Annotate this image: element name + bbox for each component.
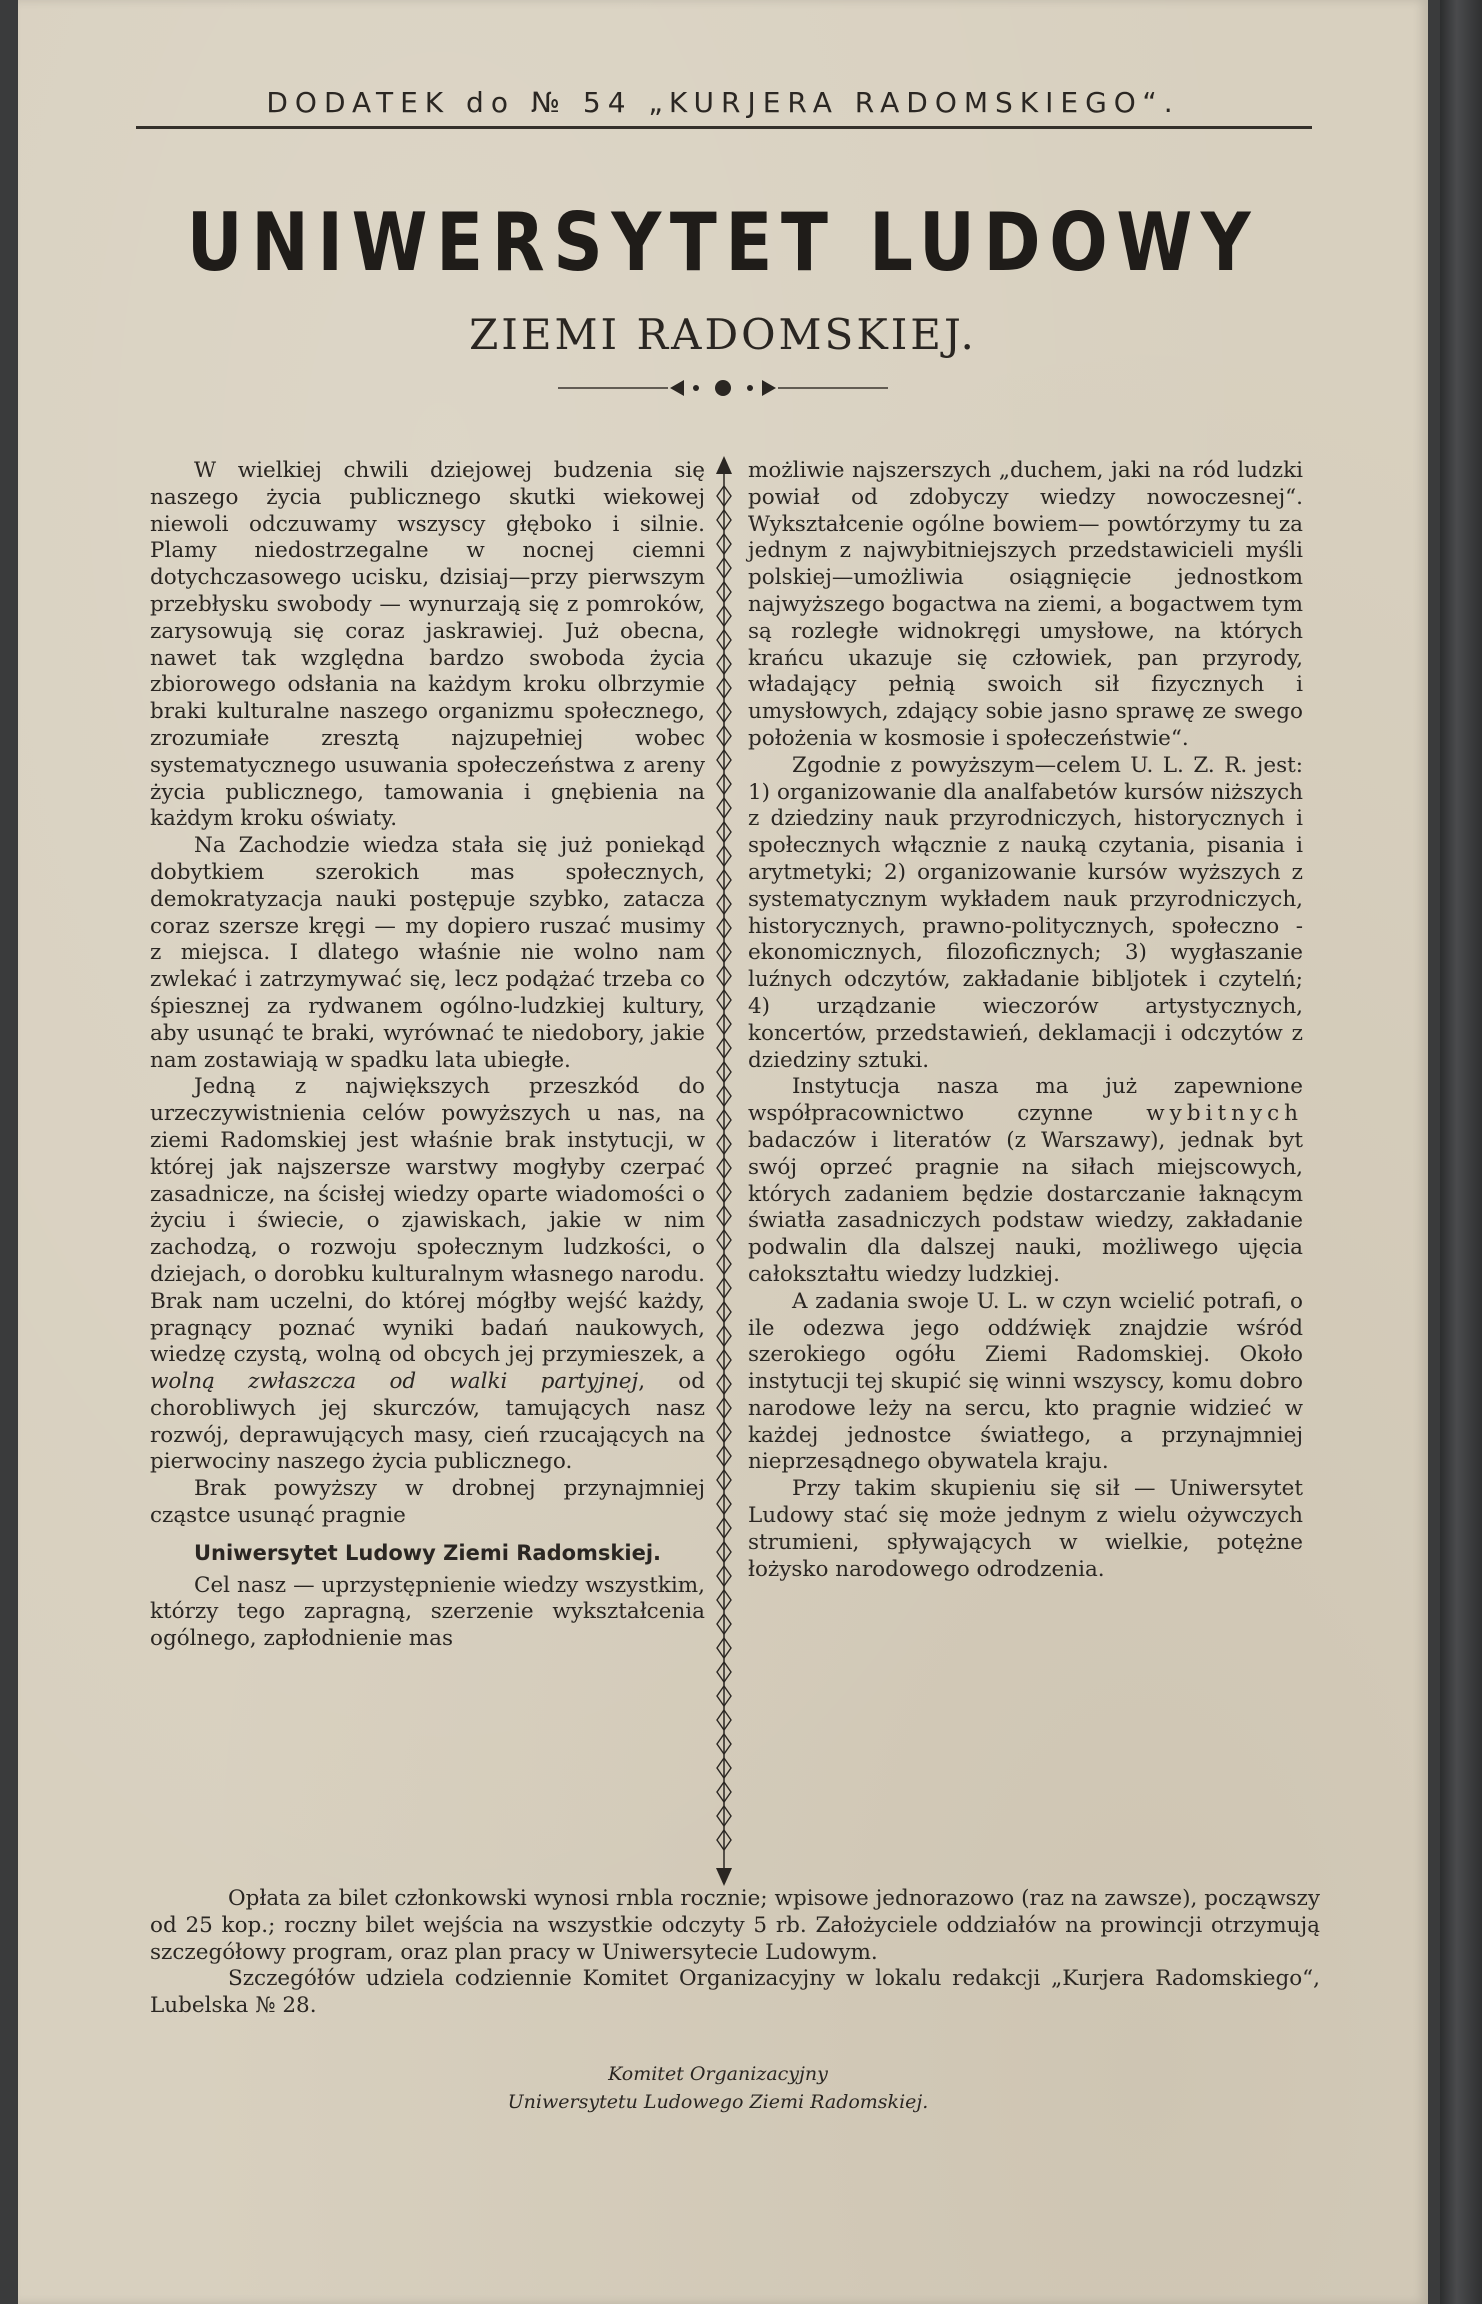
footer-notes xyxy=(150,1886,1320,2020)
ornament-divider-icon xyxy=(558,370,888,406)
footer-paragraph-1: Opłata za bilet członkowski wynosi rnbla rocznie; wpisowe jednorazowo (raz na zawsze), począwszy od 25 kop.; roczny bilet wejścia na wszystkie odczyty 5 rb. Założyciele oddziałów na prowincji otrzymują szczegółowy program, oraz plan pracy w Uniwersytecie Ludowym. xyxy=(150,1886,1320,1965)
page-title: UNIWERSYTET LUDOWY xyxy=(186,196,1260,289)
left-paragraph-5: Cel nasz — uprzystępnienie wiedzy wszystkim, którzy tego zapragną, szerzenie wykształcenia ogólnego, zapłodnienie mas xyxy=(150,1572,705,1652)
right-paragraph-3 xyxy=(748,1074,1303,1288)
header-rule xyxy=(136,126,1312,129)
left-paragraph-1: W wielkiej chwili dziejowej budzenia się naszego życia publicznego skutki wiekowej niewoli odczuwamy wszyscy głęboko i silnie. Plamy niedostrzegalne w nocnej ciemni dotychczasowego ucisku, dzisiaj—przy pierwszym przebłysku swobody — wynurzają się z pomroków, zarysowują się coraz jaskrawiej. Już obecna, nawet tak względna bardzo swoboda życia zbiorowego odsłania na każdym kroku olbrzymie braki kulturalne naszego organizmu społecznego, zrozumiałe zresztą najzupełniej wobec systematycznego usuwania społeczeństwa z areny życia publicznego, tamowania i gnębienia na każdym kroku oświaty. xyxy=(150,458,705,832)
left-paragraph-4: Brak powyższy w drobnej przynajmniej cząstce usunąć pragnie xyxy=(150,1476,705,1529)
left-paragraph-3-start: Jedną z największych przeszkód do urzeczywistnienia celów powyższych u nas, na ziemi Radomskiej jest właśnie brak instytucji, w której jak najszersze warstwy mogłyby czerpać zasadnicze, na ścisłej wiedzy oparte wiadomości o życiu i świecie, o zjawiskach, jakie w nim zachodzą, o rozwoju społecznym ludzkości, o dziejach, o dorobku kulturalnym własnego narodu. Brak nam uczelni, do której mógłby wejść każdy, pragnący poznać wyniki badań naukowych, wiedzę czystą, wolną od obcych jej przymieszek, a xyxy=(150,1074,705,1368)
right-paragraph-3-end: badaczów i literatów (z Warszawy), jednak byt swój oprzeć pragnie na siłach miejscowych, których zadaniem będzie dostarczanie łaknącym światła zasadniczych podstaw wiedzy, zakładanie podwalin dla dalszej nauki, możliwego ujęcia całokształtu wiedzy ludzkiej. xyxy=(748,1127,1303,1287)
signature-block xyxy=(418,2060,1018,2116)
right-paragraph-3-start: Instytucja nasza ma już zapewnione współpracownictwo czynne xyxy=(748,1074,1303,1127)
right-paragraph-5: Przy takim skupieniu się sił — Uniwersytet Ludowy stać się może jednym z wielu ożywczych strumieni, spływających w wielkie, potężne łożysko narodowego odrodzenia. xyxy=(748,1476,1303,1582)
right-paragraph-1: możliwie najszerszych „duchem, jaki na ród ludzki powiał od zdobyczy wiedzy nowoczesnej“. Wykształcenie ogólne bowiem— powtórzymy tu za jednym z najwybitniejszych przedstawicieli myśli polskiej—umożliwia osiągnięcie jednostkom najwyższego bogactwa na ziemi, a bogactwem tym są rozległe widnokręgi umysłowe, na których krańcu ukazuje się człowiek, pan przyrody, władający pełnią swoich sił fizycznych i umysłowych, zdający sobie jasno sprawę ze swego położenia w kosmosie i społeczeństwie“. xyxy=(748,458,1303,751)
institution-subheading: Uniwersytet Ludowy Ziemi Radomskiej. xyxy=(193,1540,662,1565)
right-paragraph-2: Zgodnie z powyższym—celem U. L. Z. R. jest: 1) organizowanie dla analfabetów kursów niższych z dziedziny nauk przyrodniczych, historycznych i społecznych włącznie z nauką czytania, pisania i arytmetyki; 2) organizowanie kursów wyższych z systematycznym wykładem nauk przyrodniczych, historycznych, prawno-politycznych, społeczno - ekonomicznych, filozoficznych; 3) wygłaszanie luźnych odczytów, zakładanie bibljotek i czytelń; 4) urządzanie wieczorów artystycznych, koncertów, przedstawień, deklamacji i odczytów z dziedziny sztuki. xyxy=(748,752,1303,1073)
page-subtitle: ZIEMI RADOMSKIEJ. xyxy=(469,310,977,359)
signature-line-1: Komitet Organizacyjny xyxy=(608,2063,828,2085)
supplement-header: DODATEK do № 54 „KURJERA RADOMSKIEGO“. xyxy=(266,86,1180,119)
column-divider-ornament-icon xyxy=(712,456,736,1886)
right-paragraph-4: A zadania swoje U. L. w czyn wcielić potrafi, o ile odezwa jego oddźwięk znajdzie wśród szerokiego ogółu Ziemi Radomskiej. Około instytucji tej skupić się winni wszyscy, komu dobro narodowe leży na sercu, kto pragnie widzieć w każdej jednostce światłego, a przynajmniej nieprzesądnego obywatela kraju. xyxy=(748,1288,1303,1475)
left-column xyxy=(150,458,705,1653)
footer-paragraph-2: Szczegółów udziela codziennie Komitet Organizacyjny w lokalu redakcji „Kurjera Radomskiego“, Lubelska № 28. xyxy=(150,1966,1320,2019)
right-paragraph-3-spaced: wybitnych xyxy=(1146,1101,1303,1127)
newspaper-page xyxy=(18,0,1428,2304)
binding-edge xyxy=(1440,0,1482,2304)
right-column xyxy=(748,458,1303,1583)
left-paragraph-3-italic: wolną zwłaszcza od walki partyjnej xyxy=(150,1369,639,1395)
signature-line-2: Uniwersytetu Ludowego Ziemi Radomskiej. xyxy=(507,2091,929,2113)
left-paragraph-2: Na Zachodzie wiedza stała się już poniekąd dobytkiem szerokich mas społecznych, demokratyzacja nauki postępuje szybko, zatacza coraz szersze kręgi — my dopiero ruszać musimy z miejsca. I dlatego właśnie nie wolno nam zwlekać i zatrzymywać się, lecz podążać trzeba co śpiesznej za rydwanem ogólno-ludzkiej kultury, aby usunąć te braki, wyrównać te niedobory, jakie nam zostawiają w spadku lata ubiegłe. xyxy=(150,833,705,1073)
left-paragraph-3-end: , od chorobliwych jej skurczów, tamujących nasz rozwój, deprawujących masy, cień rzucających na pierwociny naszego życia publicznego. xyxy=(150,1369,705,1475)
left-paragraph-3 xyxy=(150,1074,705,1476)
